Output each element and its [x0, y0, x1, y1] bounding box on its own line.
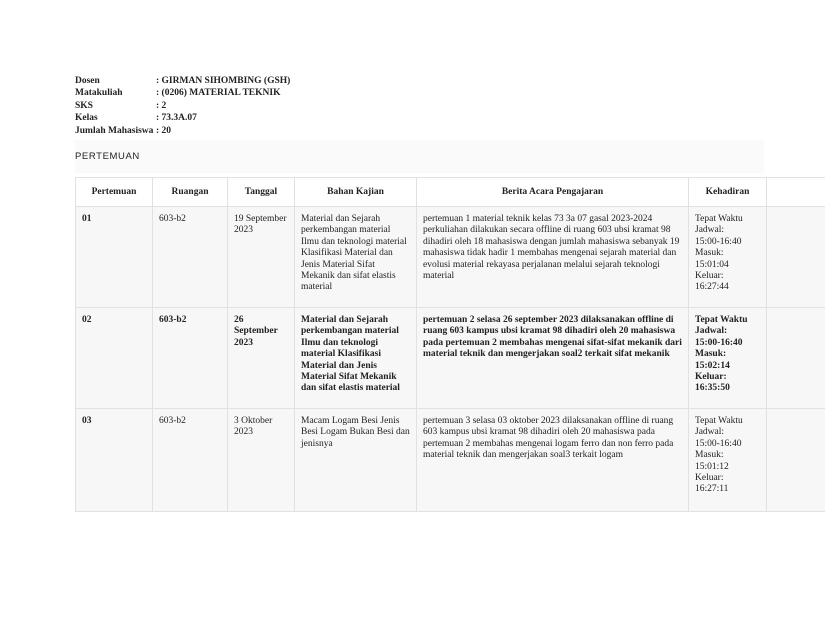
- column-header-bahan-kajian: Bahan Kajian: [295, 178, 417, 207]
- cell-bahan-kajian: Material dan Sejarah perkembangan material Ilmu dan teknologi material Klasifikasi Material dan Jenis Material Sifat Mekanik dan sifat elastis material: [295, 207, 417, 308]
- table-row: [76, 207, 825, 308]
- cell-pertemuan: 03: [76, 409, 153, 512]
- info-row-matakuliah: [75, 87, 290, 99]
- info-row-dosen: [75, 75, 290, 87]
- attendance-schedule: 15:00-16:40: [695, 337, 743, 348]
- meeting-table: [75, 177, 825, 512]
- attendance-schedule: 15:00-16:40: [695, 438, 742, 449]
- info-label: Dosen: [75, 76, 100, 86]
- attendance-schedule: 15:00-16:40: [695, 236, 742, 247]
- attendance-out-time: 16:27:11: [695, 484, 729, 495]
- cell-extra: [767, 207, 825, 308]
- cell-tanggal: 19 September 2023: [228, 207, 295, 308]
- attendance-out-label: Keluar:: [695, 372, 727, 383]
- column-header-berita-acara: Berita Acara Pengajaran: [417, 178, 689, 207]
- column-header-ruangan: Ruangan: [153, 178, 228, 207]
- info-label: Kelas: [75, 113, 98, 124]
- attendance-out-label: Keluar:: [695, 271, 724, 282]
- attendance-in-time: 15:01:12: [695, 461, 729, 472]
- attendance-in-label: Masuk:: [695, 450, 724, 461]
- attendance-schedule-label: Jadwal:: [695, 427, 725, 438]
- cell-berita-acara: pertemuan 1 material teknik kelas 73 3a 07 gasal 2023-2024 perkuliahan dilakukan secara offline di ruang 603 ubsi kramat 98 dihadiri oleh 18 mahasiswa dengan jumlah mahasiswa sebanyak 19 mahasiswa tidak hadir 1 membahas mengenai sejarah material dan evolusi material rekayasa perjalanan melalui sejarah teknologi material: [417, 207, 689, 308]
- cell-pertemuan: 01: [76, 207, 153, 308]
- table-header-row: [76, 178, 825, 207]
- info-row-jumlah-mahasiswa: [75, 125, 290, 137]
- attendance-in-label: Masuk:: [695, 248, 724, 259]
- cell-tanggal: 26 September 2023: [228, 308, 295, 409]
- cell-ruangan: 603-b2: [153, 409, 228, 512]
- section-band: [75, 140, 764, 173]
- info-label: Jumlah Mahasiswa: [75, 125, 154, 136]
- cell-extra: [767, 308, 825, 409]
- info-row-sks: [75, 100, 290, 112]
- info-label: Matakuliah: [75, 88, 123, 99]
- attendance-in-time: 15:02:14: [695, 360, 730, 371]
- cell-extra: [767, 409, 825, 512]
- info-value: : (0206) MATERIAL TEKNIK: [156, 88, 281, 99]
- cell-berita-acara: pertemuan 3 selasa 03 oktober 2023 dilaksanakan offline di ruang 603 kampus ubsi kramat 98 dihadiri oleh 20 mahasiswa pada pertemuan 2 membahas mengenai logam ferro dan non ferro pada material teknik dan mengerjakan soal3 terkait logam: [417, 409, 689, 512]
- column-header-extra: [767, 178, 825, 207]
- course-info: [75, 75, 290, 137]
- column-header-tanggal: Tanggal: [228, 178, 295, 207]
- attendance-out-time: 16:27:44: [695, 282, 729, 293]
- cell-bahan-kajian: Macam Logam Besi Jenis Besi Logam Bukan Besi dan jenisnya: [295, 409, 417, 512]
- cell-pertemuan: 02: [76, 308, 153, 409]
- attendance-schedule-label: Jadwal:: [695, 225, 725, 236]
- info-label: SKS: [75, 100, 93, 111]
- cell-ruangan: 603-b2: [153, 207, 228, 308]
- info-value: : 2: [156, 100, 167, 111]
- attendance-schedule-label: Jadwal:: [695, 326, 728, 337]
- attendance-in-label: Masuk:: [695, 349, 727, 360]
- cell-bahan-kajian: Material dan Sejarah perkembangan material Ilmu dan teknologi material Klasifikasi Material dan Jenis Material Sifat Mekanik dan sifat elastis material: [295, 308, 417, 409]
- info-value: : GIRMAN SIHOMBING (GSH): [156, 76, 291, 86]
- attendance-out-time: 16:35:50: [695, 383, 730, 394]
- attendance-status: Tepat Waktu: [695, 416, 743, 426]
- cell-kehadiran: [689, 409, 767, 512]
- cell-ruangan: 603-b2: [153, 308, 228, 409]
- table-row: [76, 308, 825, 409]
- cell-tanggal: 3 Oktober 2023: [228, 409, 295, 512]
- attendance-status: Tepat Waktu: [695, 315, 748, 325]
- info-value: : 73.3A.07: [156, 113, 197, 124]
- attendance-out-label: Keluar:: [695, 473, 724, 484]
- attendance-status: Tepat Waktu: [695, 214, 743, 224]
- info-row-kelas: [75, 112, 290, 124]
- table-row: [76, 409, 825, 512]
- column-header-pertemuan: Pertemuan: [76, 178, 153, 207]
- column-header-kehadiran: Kehadiran: [689, 178, 767, 207]
- cell-kehadiran: [689, 308, 767, 409]
- info-value: : 20: [156, 125, 172, 136]
- section-title: PERTEMUAN: [75, 151, 140, 162]
- cell-berita-acara: pertemuan 2 selasa 26 september 2023 dilaksanakan offline di ruang 603 kampus ubsi kramat 98 dihadiri oleh 20 mahasiswa pada pertemuan 2 membahas mengenai sifat-sifat mekanik dari material teknik dan mengerjakan soal2 terkait sifat mekanik: [417, 308, 689, 409]
- cell-kehadiran: [689, 207, 767, 308]
- attendance-in-time: 15:01:04: [695, 259, 729, 270]
